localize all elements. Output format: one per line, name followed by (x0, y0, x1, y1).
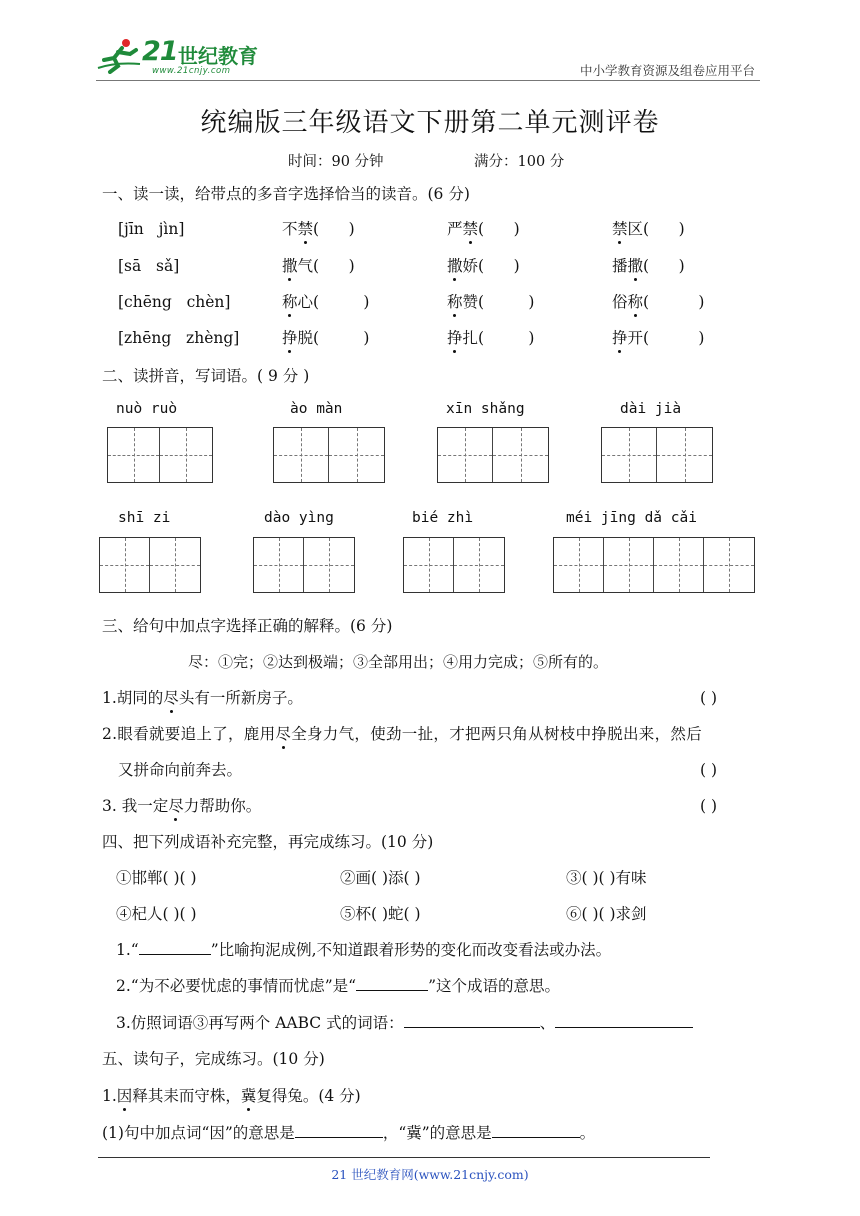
runner-icon (96, 38, 144, 74)
logo-text: 世纪教育 (178, 44, 258, 68)
writing-grid[interactable] (107, 427, 213, 483)
pinyin-label: ào màn (290, 401, 343, 417)
writing-grid[interactable] (601, 427, 713, 483)
pinyin-label: bié zhì (412, 510, 474, 526)
polyphone-item[interactable]: 挣扎( ) (447, 329, 535, 347)
answer-blank[interactable] (139, 940, 211, 955)
score-label: 满分：100 分 (474, 154, 565, 170)
pinyin-options: [sā sǎ] (118, 257, 180, 275)
idiom-item[interactable]: ④杞人( )( ) (116, 905, 197, 923)
idiom-item[interactable]: ①邯郸( )( ) (116, 869, 197, 887)
polyphone-item[interactable]: 挣脱( ) (282, 329, 370, 347)
section4-heading: 四、把下列成语补充完整，再完成练习。(10 分) (102, 833, 434, 851)
pinyin-label: xīn shǎng (446, 401, 525, 417)
writing-grid[interactable] (253, 537, 355, 593)
question-text: 1.因释其耒而守株，冀复得兔。(4 分) (102, 1087, 361, 1105)
polyphone-item[interactable]: 撒气( ) (282, 257, 355, 275)
pinyin-label: shī zi (118, 510, 171, 526)
answer-bracket[interactable]: ( ) (700, 761, 718, 779)
polyphone-item[interactable]: 撒娇( ) (447, 257, 520, 275)
writing-grid[interactable] (437, 427, 549, 483)
answer-blank[interactable] (555, 1013, 693, 1028)
answer-blank[interactable] (492, 1123, 580, 1138)
question-text: 又拼命向前奔去。 (118, 761, 243, 779)
section5-heading: 五、读句子，完成练习。(10 分) (102, 1050, 325, 1068)
footer-divider (98, 1157, 710, 1158)
polyphone-item[interactable]: 称赞( ) (447, 293, 535, 311)
page-title: 统编版三年级语文下册第二单元测评卷 (200, 108, 660, 138)
idiom-item[interactable]: ②画( )添( ) (340, 869, 421, 887)
answer-blank[interactable] (404, 1013, 540, 1028)
logo-url: www.21cnjy.com (152, 66, 231, 76)
question-text: 1.“ ”比喻拘泥成例,不知道跟着形势的变化而改变看法或办法。 (116, 941, 612, 959)
question-text: 1.胡同的尽头有一所新房子。 (102, 689, 303, 707)
polyphone-item[interactable]: 播撒( ) (612, 257, 685, 275)
polyphone-item[interactable]: 严禁( ) (447, 220, 520, 238)
polyphone-item[interactable]: 俗称( ) (612, 293, 705, 311)
question-text: 2.“为不必要忧虑的事情而忧虑”是“ ”这个成语的意思。 (116, 977, 560, 995)
answer-blank[interactable] (356, 976, 428, 991)
footer-link[interactable]: 21 世纪教育网(www.21cnjy.com) (331, 1167, 529, 1182)
idiom-item[interactable]: ⑥( )( )求剑 (566, 905, 647, 923)
question-text: 2.眼看就要追上了，鹿用尽全身力气，使劲一扯，才把两只角从树枝中挣脱出来，然后 (102, 725, 703, 743)
section2-heading: 二、读拼音，写词语。( 9 分 ) (102, 367, 310, 385)
pinyin-label: nuò ruò (116, 401, 178, 417)
pinyin-options: [jīn jìn] (118, 220, 185, 238)
pinyin-label: méi jīng dǎ cǎi (566, 510, 697, 526)
polyphone-item[interactable]: 禁区( ) (612, 220, 685, 238)
idiom-item[interactable]: ③( )( )有味 (566, 869, 647, 887)
header-divider (96, 80, 760, 81)
polyphone-item[interactable]: 挣开( ) (612, 329, 705, 347)
time-label: 时间：90 分钟 (288, 154, 384, 170)
question-text: 3.仿照词语③再写两个 AABC 式的词语： 、 (116, 1013, 693, 1033)
question-text: 3. 我一定尽力帮助你。 (102, 797, 262, 815)
section1-heading: 一、读一读，给带点的多音字选择恰当的读音。(6 分) (102, 185, 470, 203)
writing-grid[interactable] (553, 537, 755, 593)
writing-grid[interactable] (403, 537, 505, 593)
platform-label: 中小学教育资源及组卷应用平台 (579, 63, 755, 78)
pinyin-options: [zhēng zhèng] (118, 329, 240, 347)
definition-list: 尽：①完；②达到极端；③全部用出；④用力完成；⑤所有的。 (188, 653, 609, 671)
answer-blank[interactable] (295, 1123, 383, 1138)
pinyin-options: [chēng chèn] (118, 293, 231, 311)
site-logo (96, 36, 266, 76)
section3-heading: 三、给句中加点字选择正确的解释。(6 分) (102, 617, 393, 635)
answer-bracket[interactable]: ( ) (700, 689, 718, 707)
polyphone-item[interactable]: 称心( ) (282, 293, 370, 311)
pinyin-label: dài jià (620, 401, 682, 417)
logo-number: 21 (142, 36, 178, 67)
pinyin-label: dào yìng (264, 510, 334, 526)
answer-bracket[interactable]: ( ) (700, 797, 718, 815)
question-text: (1)句中加点词“因”的意思是 ，“冀”的意思是 。 (102, 1124, 596, 1142)
writing-grid[interactable] (99, 537, 201, 593)
writing-grid[interactable] (273, 427, 385, 483)
idiom-item[interactable]: ⑤杯( )蛇( ) (340, 905, 421, 923)
polyphone-item[interactable]: 不禁( ) (282, 220, 355, 238)
